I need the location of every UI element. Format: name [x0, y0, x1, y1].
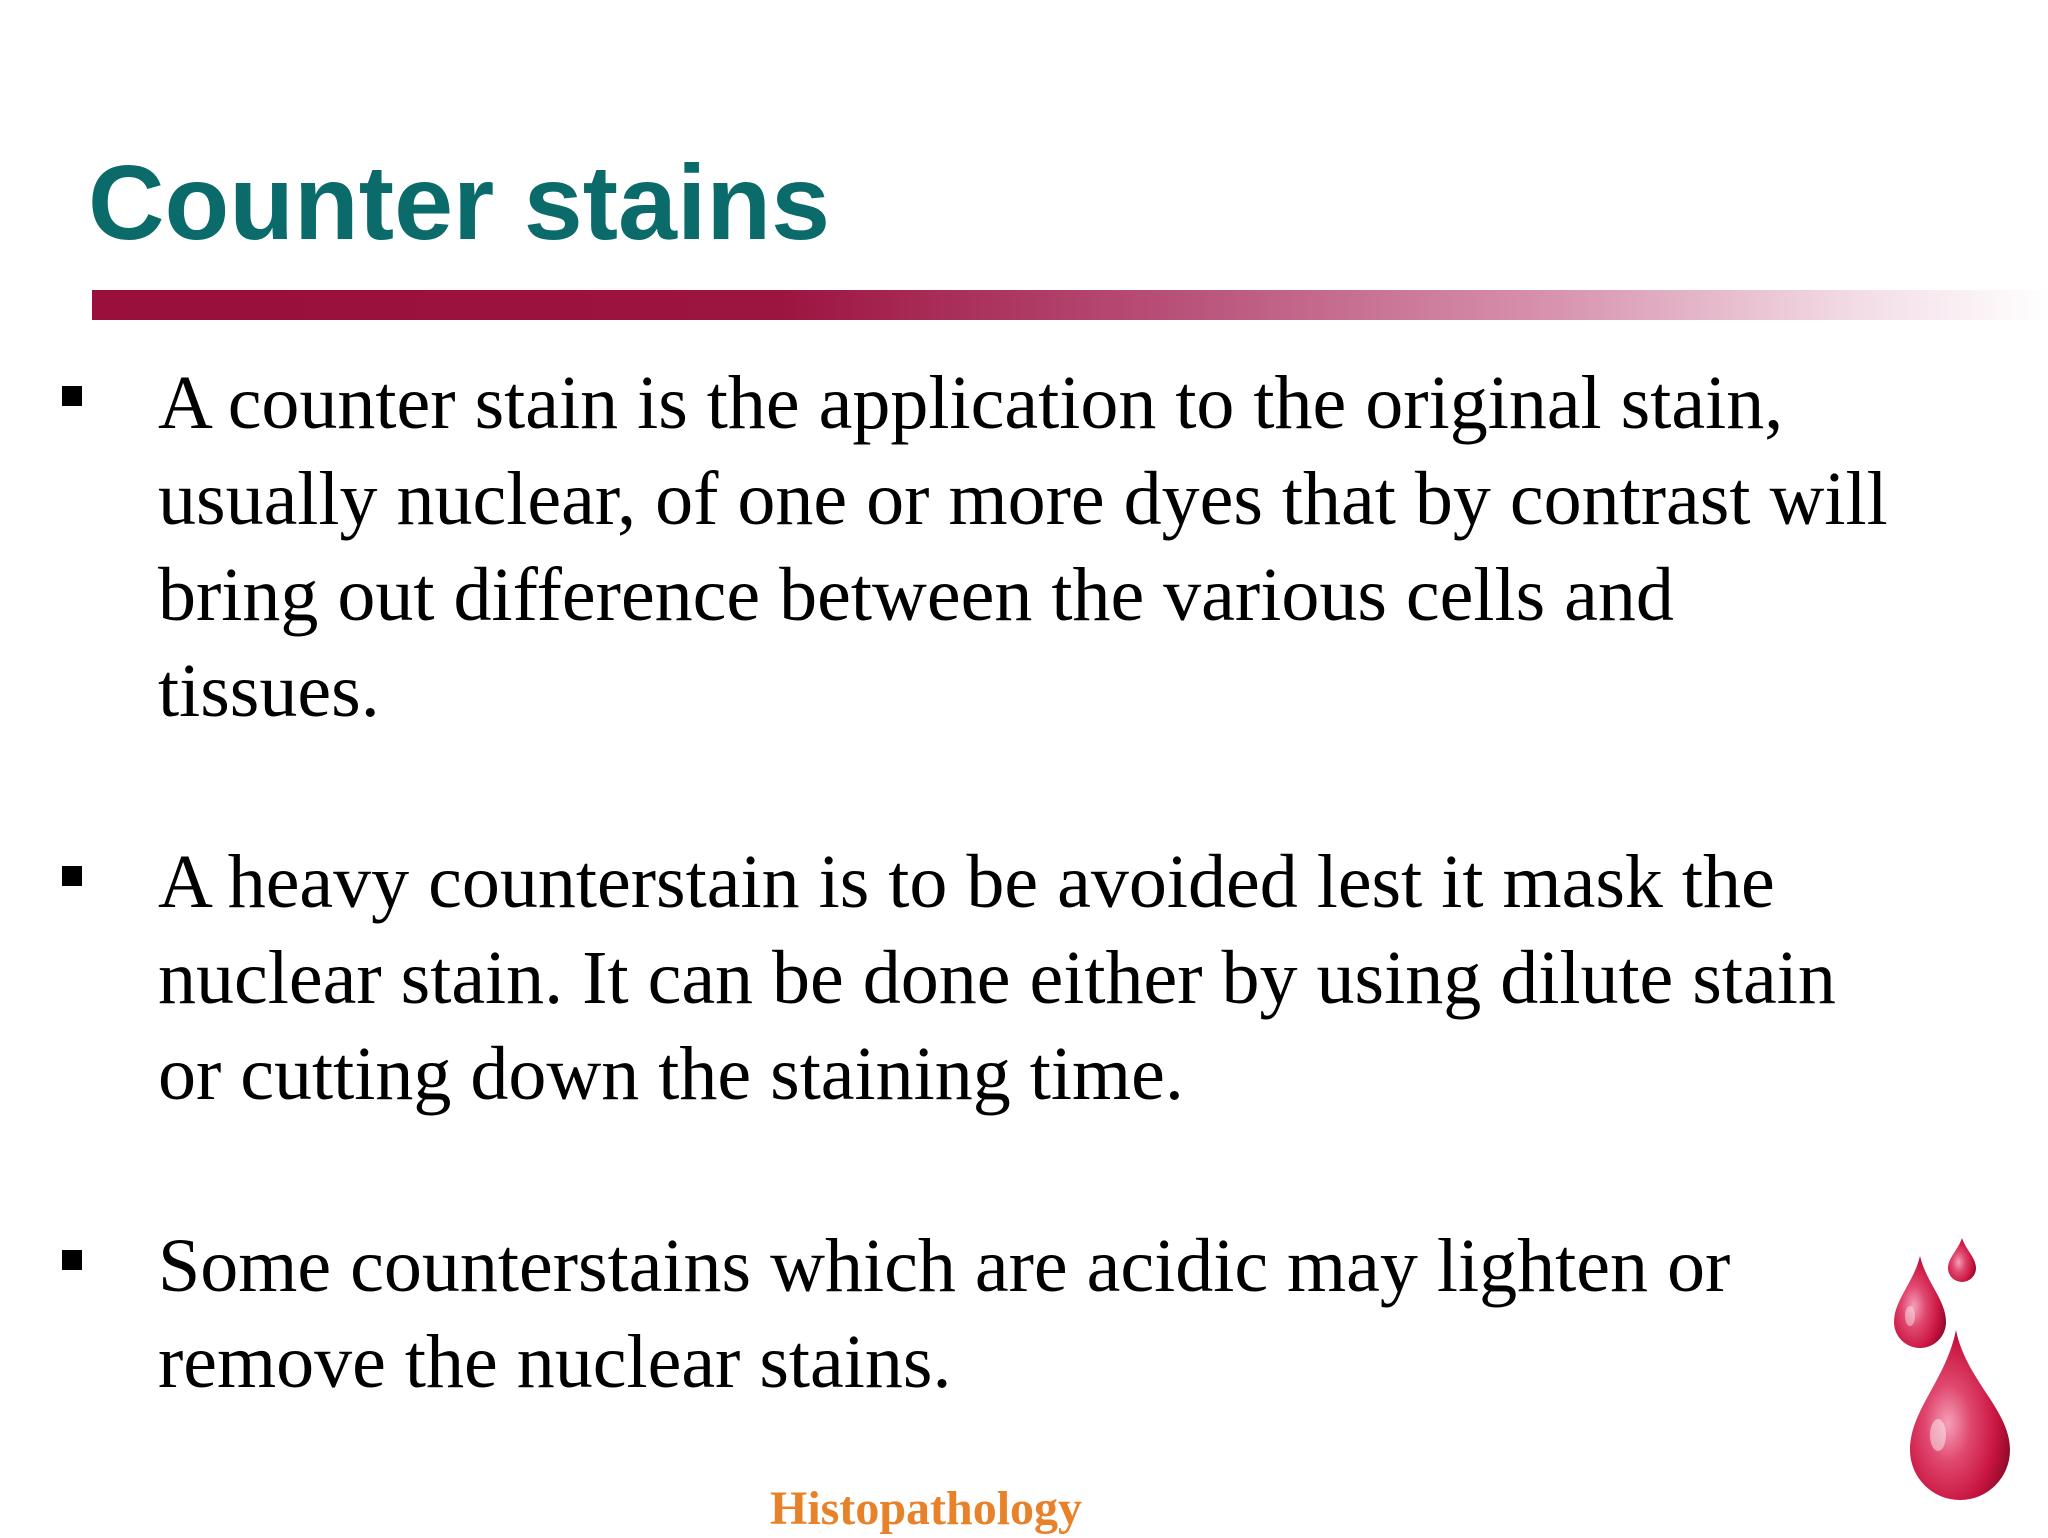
square-bullet-icon: [62, 386, 82, 406]
slide-title: Counter stains: [88, 144, 831, 262]
square-bullet-icon: [62, 866, 82, 886]
footer-label: Histopathology: [770, 1482, 1083, 1535]
square-bullet-icon: [62, 1250, 82, 1270]
bullet-text: A counter stain is the application to the original stain, usually nuclear, of one or more dyes that by contrast will bring out difference between the various cells and tissues.: [158, 361, 1888, 733]
blood-drops-icon: [1880, 1230, 2030, 1510]
bullet-text: A heavy counterstain is to be avoided lest it mask the nuclear stain. It can be done either by using dilute stain or cutting down the staining time.: [158, 840, 1836, 1116]
title-underline-bar: [92, 290, 2048, 320]
bullet-text: Some counterstains which are acidic may lighten or remove the nuclear stains.: [158, 1224, 1731, 1404]
